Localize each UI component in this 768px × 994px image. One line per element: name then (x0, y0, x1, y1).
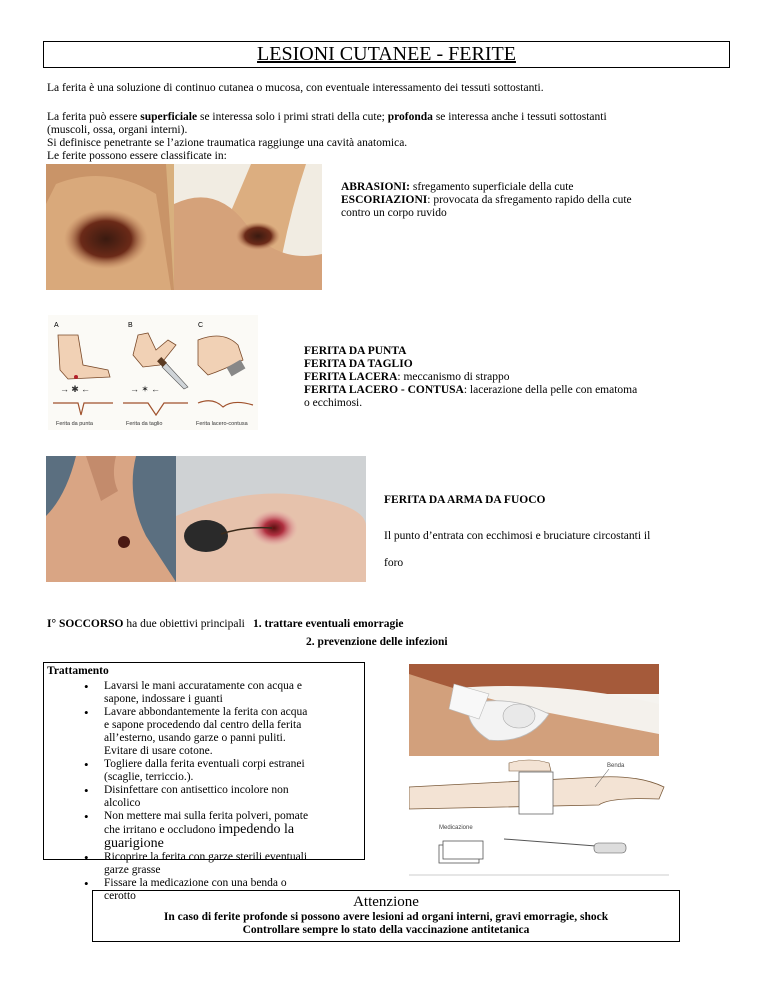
trattamento-item-5-emphasis: impedendo la guarigione (104, 822, 295, 851)
arma-fuoco-heading: FERITA DA ARMA DA FUOCO (384, 494, 546, 506)
trattamento-item-3: • Togliere dalla ferita eventuali corpi estranei (scaglie, terriccio.). (86, 758, 314, 784)
escoriazioni-line (341, 194, 701, 207)
escoriazioni-line-2: contro un corpo ruvido (341, 207, 447, 219)
attenzione-box (92, 890, 680, 942)
p2-profonda: profonda (387, 111, 433, 123)
attenzione-heading: Attenzione (353, 894, 419, 910)
caption-lacero: Ferita lacero-contusa (196, 421, 248, 427)
abrasioni-line (341, 181, 574, 194)
p2-superficiale: superficiale (140, 111, 198, 123)
trattamento-item-6: • Ricoprire la ferita con garze sterili eventuali garze grasse (86, 851, 314, 877)
gunshot-photo (46, 456, 366, 582)
trattamento-heading: Trattamento (47, 665, 109, 677)
page-title: LESIONI CUTANEE - FERITE (257, 43, 516, 65)
abrasion-photo (46, 164, 322, 290)
wound-types-svg (48, 315, 258, 430)
soccorso-objective-2: 2. prevenzione delle infezioni (306, 636, 448, 648)
diagram-label-benda: Benda (607, 763, 625, 769)
treatment-photo-svg (409, 664, 659, 756)
p2-text-e: se interessa anche i tessuti sottostanti (432, 111, 607, 123)
ferita-lacero-line (304, 384, 637, 397)
soccorso-line (47, 618, 245, 631)
svg-text:→ ✶ ←: → ✶ ← (130, 384, 161, 394)
attenzione-line-2: Controllare sempre lo stato della vaccinazione antitetanica (242, 924, 530, 936)
soccorso-label: I° SOCCORSO (47, 618, 124, 630)
ferita-lacera-label: FERITA LACERA (304, 371, 398, 383)
trattamento-box (43, 662, 365, 902)
ferita-lacero-label: FERITA LACERO - CONTUSA (304, 384, 464, 396)
arma-fuoco-text-2: foro (384, 557, 404, 569)
caption-taglio: Ferita da taglio (126, 421, 163, 427)
abrasion-photo-svg (46, 164, 322, 290)
soccorso-text: ha due obiettivi principali (123, 618, 245, 630)
label-a: A (54, 322, 59, 329)
escoriazioni-label: ESCORIAZIONI (341, 194, 428, 206)
ferita-lacera-text: : meccanismo di strappo (397, 371, 510, 383)
intro-paragraph-3: Si definisce penetrante se l’azione traumatica raggiunge una cavità anatomica. (47, 137, 408, 149)
label-b: B (128, 322, 133, 329)
label-c: C (198, 322, 204, 329)
abrasioni-label: ABRASIONI: (341, 181, 411, 193)
intro-paragraph-1: La ferita è una soluzione di continuo cutanea o mucosa, con eventuale interessamento dei tessuti sottostanti. (47, 82, 544, 94)
intro-paragraph-2 (47, 111, 737, 124)
intro-paragraph-2b: (muscoli, ossa, organi interni). (47, 124, 188, 136)
ferita-da-punta: FERITA DA PUNTA (304, 345, 407, 357)
trattamento-item-2: • Lavare abbondantemente la ferita con acqua e sapone procedendo dal centro della ferita all’esterno, usando garze o panni puliti. Evitare di usare cotone. (86, 706, 314, 758)
trattamento-item-1: • Lavarsi le mani accuratamente con acqua e sapone, indossare i guanti (86, 680, 314, 706)
caption-punta: Ferita da punta (56, 421, 93, 427)
p2-text-a: La ferita può essere (47, 111, 141, 123)
p2-text-c: se interessa solo i primi strati della cute; (197, 111, 388, 123)
trattamento-item-7: • Fissare la medicazione con una benda o cerotto (86, 877, 314, 903)
diagram-label-medicazione: Medicazione (439, 825, 473, 831)
ferita-lacero-line-2: o ecchimosi. (304, 397, 363, 409)
wound-types-diagram (48, 315, 258, 430)
trattamento-item-5 (86, 810, 314, 851)
escoriazioni-text: : provocata da sfregamento rapido della cute (427, 194, 632, 206)
title-box (43, 41, 730, 68)
soccorso-objective-1: 1. trattare eventuali emorragie (253, 618, 404, 630)
treatment-photo (409, 664, 659, 756)
svg-text:→ ✱ ←: → ✱ ← (60, 384, 91, 394)
trattamento-list (44, 680, 314, 903)
bandage-diagram (409, 757, 669, 882)
ferita-lacero-text: : lacerazione della pelle con ematoma (463, 384, 638, 396)
ferita-lacera-line (304, 371, 510, 384)
gunshot-photo-svg (46, 456, 366, 582)
trattamento-item-4: • Disinfettare con antisettico incolore non alcolico (86, 784, 314, 810)
attenzione-line-1: In caso di ferite profonde si possono avere lesioni ad organi interni, gravi emorragie, shock (163, 911, 609, 923)
abrasioni-text: sfregamento superficiale della cute (410, 181, 574, 193)
trattamento-item-5-text: Non mettere mai sulla ferita polveri, pomate che irritano e occludono (104, 810, 309, 836)
bandage-diagram-svg (409, 757, 669, 882)
ferita-da-taglio: FERITA DA TAGLIO (304, 358, 413, 370)
arma-fuoco-text-1: Il punto d’entrata con ecchimosi e bruciature circostanti il (384, 530, 651, 542)
intro-paragraph-4: Le ferite possono essere classificate in: (47, 150, 227, 162)
